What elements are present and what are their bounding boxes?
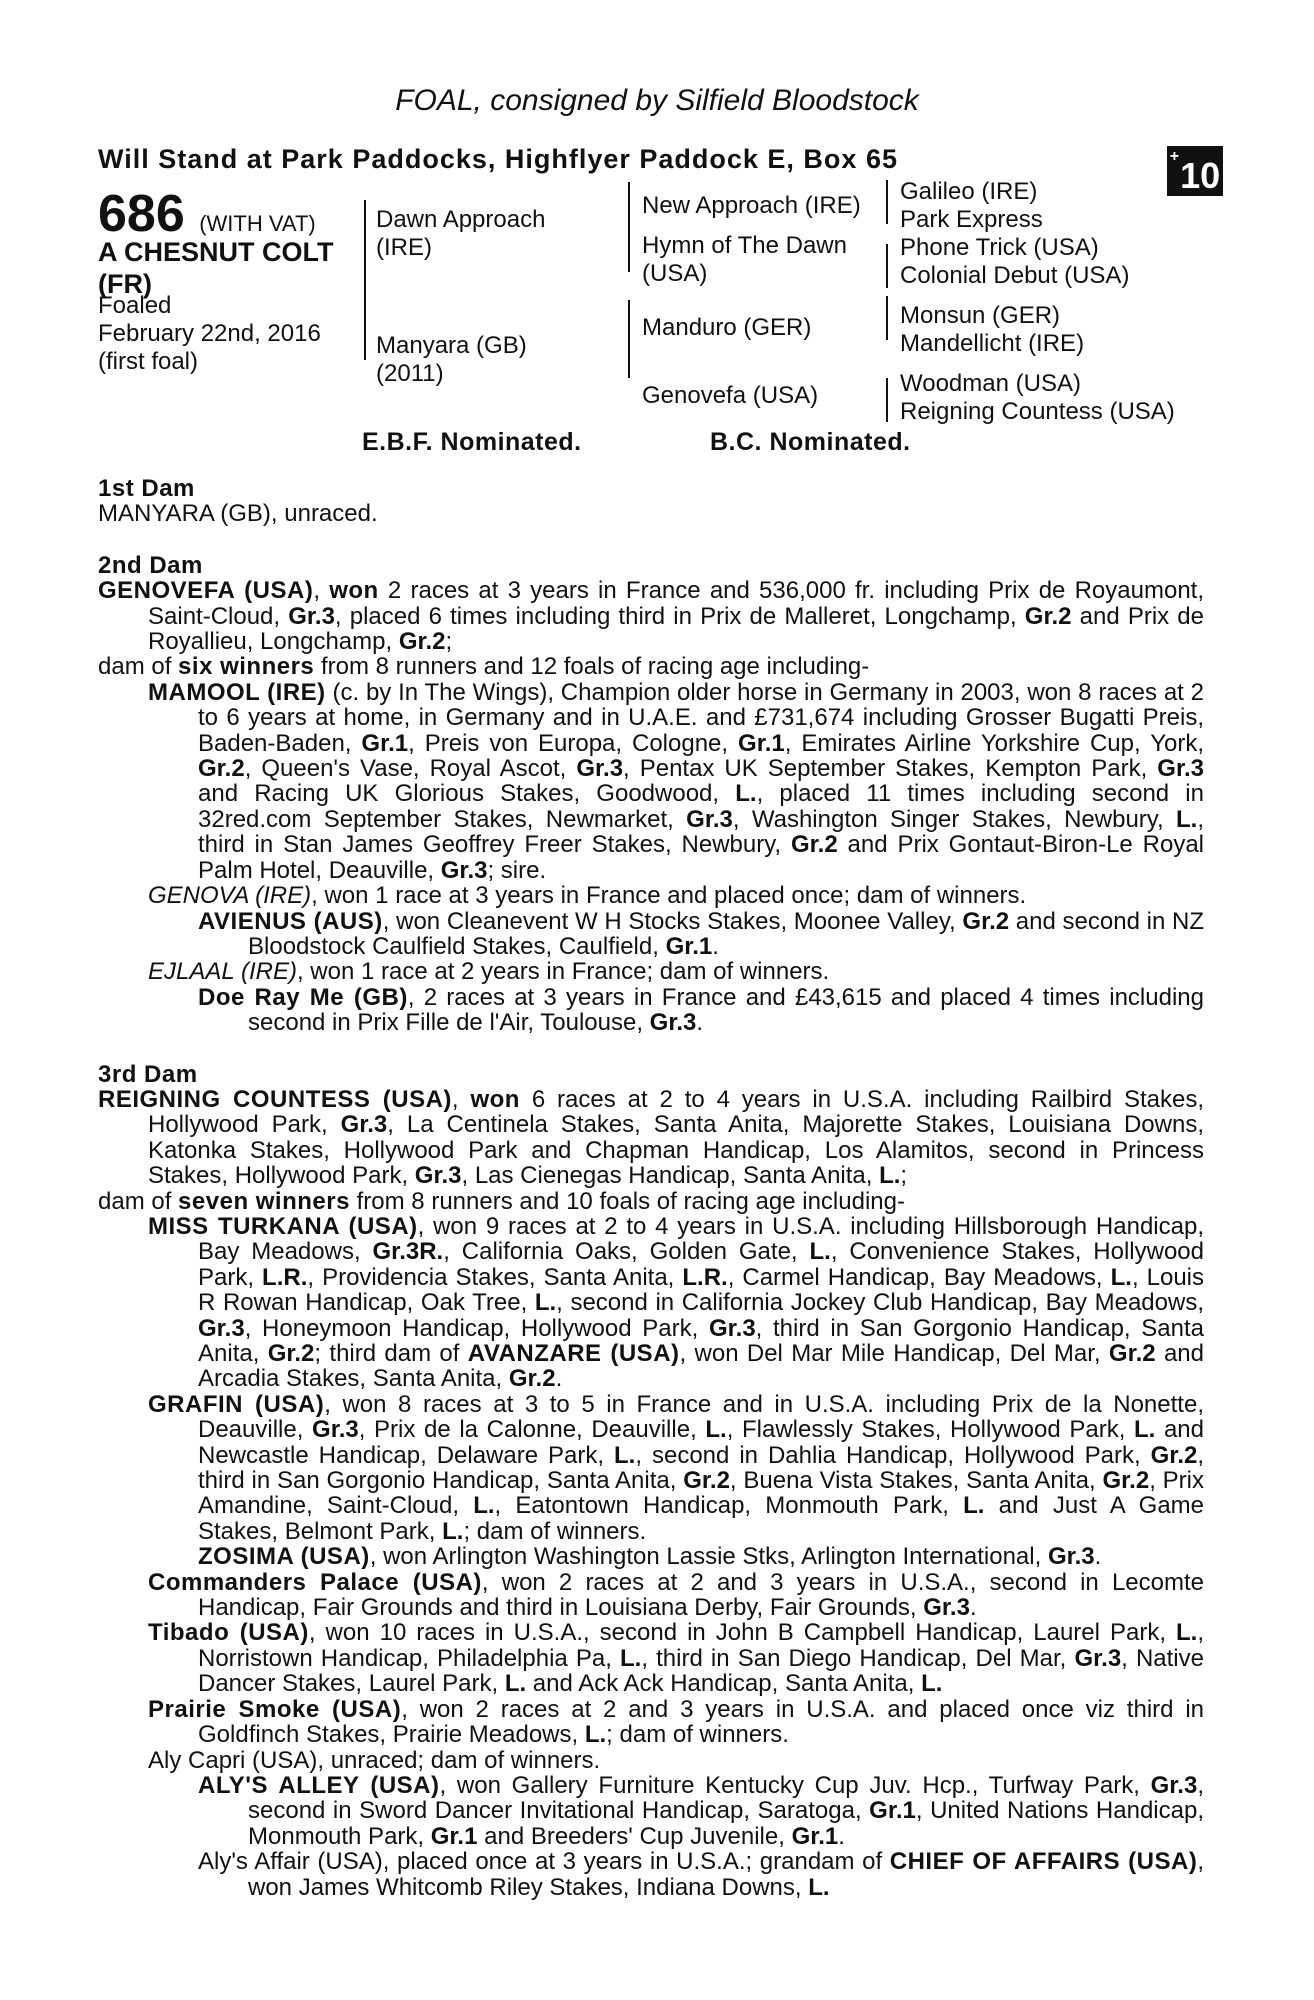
pedigree-brace xyxy=(886,180,888,224)
second-dam-entry: GENOVEFA (USA), won 2 races at 3 years in France and 536,000 fr. including Prix de Royaumont, Saint-Cloud, Gr.3, placed 6 times including third in Prix de Malleret, Longchamp, Gr.2 and Prix de Royallieu, Longchamp, Gr.2; xyxy=(98,577,1204,656)
first-dam-heading: 1st Dam xyxy=(98,475,195,502)
progeny-entry: EJLAAL (IRE), won 1 race at 2 years in France; dam of winners. xyxy=(148,958,830,986)
progeny-entry: MISS TURKANA (USA), won 9 races at 2 to 4 years in U.S.A. including Hillsborough Handicap, Bay Meadows, Gr.3R., California Oaks, Golden Gate, L., Convenience Stakes, Hollywood Park, L.R., Providencia Stakes, Santa Anita, L.R., Carmel Handicap, Bay Meadows, L., Louis R Rowan Handicap, Oak Tree, L., second in California Jockey Club Handicap, Bay Meadows, Gr.3, Honeymoon Handicap, Hollywood Park, Gr.3, third in San Gorgonio Handicap, Santa Anita, Gr.2; third dam of AVANZARE (USA), won Del Mar Mile Handicap, Del Mar, Gr.2 and Arcadia Stakes, Santa Anita, Gr.2. xyxy=(148,1212,1204,1393)
third-dam-entry: REIGNING COUNTESS (USA), won 6 races at 2 to 4 years in U.S.A. including Railbird Stakes, Hollywood Park, Gr.3, La Centinela Stakes, Santa Anita, Majorette Stakes, Louisiana Downs, Katonka Stakes, Hollywood Park and Chapman Handicap, Los Alamitos, second in Princess Stakes, Hollywood Park, Gr.3, Las Cienegas Handicap, Santa Anita, L.; xyxy=(98,1085,1205,1190)
lot-badge: +10 xyxy=(1167,146,1223,196)
progeny-entry: GENOVA (IRE), won 1 race at 3 years in France and placed once; dam of winners. xyxy=(148,882,1027,910)
sire: Dawn Approach (IRE) xyxy=(376,206,546,261)
pedigree-sds: Phone Trick (USA) xyxy=(900,234,1099,261)
dams-sire: Manduro (GER) xyxy=(642,314,812,341)
progeny-entry: MAMOOL (IRE) (c. by In The Wings), Champion older horse in Germany in 2003, won 8 races at 2 to 6 years at home, in Germany and in U.A.E. and £731,674 including Grosser Bugatti Preis, Baden-Baden, Gr.1, Preis von Europa, Cologne, Gr.1, Emirates Airline Yorkshire Cup, York, Gr.2, Queen's Vase, Royal Ascot, Gr.3, Pentax UK September Stakes, Kempton Park, Gr.3 and Racing UK Glorious Stakes, Goodwood, L., placed 11 times including second in 32red.com September Stakes, Newmarket, Gr.3, Washington Singer Stakes, Newbury, L., third in Stan James Geoffrey Freer Stakes, Newbury, Gr.2 and Prix Gontaut-Biron-Le Royal Palm Hotel, Deauville, Gr.3; sire. xyxy=(148,678,1205,884)
progeny-entry: Commanders Palace (USA), won 2 races at 2 and 3 years in U.S.A., second in Lecomte Handicap, Fair Grounds and third in Louisiana Derby, Fair Grounds, Gr.3. xyxy=(148,1568,1204,1622)
pedigree-brace xyxy=(364,200,366,360)
first-dam-text: MANYARA (GB), unraced. xyxy=(98,500,378,528)
stand-location: Will Stand at Park Paddocks, Highflyer Paddock E, Box 65 xyxy=(98,144,898,174)
pedigree-sss: Galileo (IRE) xyxy=(900,178,1038,205)
lot-number: 686 (WITH VAT) xyxy=(98,185,316,243)
second-dam-summary: dam of six winners from 8 runners and 12 foals of racing age including- xyxy=(98,653,870,681)
produce-record xyxy=(98,476,1204,1900)
third-dam-summary: dam of seven winners from 8 runners and 10 foals of racing age including- xyxy=(98,1187,905,1215)
third-dam-heading: 3rd Dam xyxy=(98,1060,198,1088)
progeny-entry: ALY'S ALLEY (USA), won Gallery Furniture Kentucky Cup Juv. Hcp., Turfway Park, Gr.3, second in Sword Dancer Invitational Handicap, Saratoga, Gr.1, United Nations Handicap, Monmouth Park, Gr.1 and Breeders' Cup Juvenile, Gr.1. xyxy=(198,1771,1204,1850)
pedigree-dsd: Mandellicht (IRE) xyxy=(900,330,1085,357)
pedigree-brace xyxy=(628,300,630,378)
pedigree-sdd: Colonial Debut (USA) xyxy=(900,262,1130,289)
progeny-entry: Prairie Smoke (USA), won 2 races at 2 and 3 years in U.S.A. and placed once viz third in Goldfinch Stakes, Prairie Meadows, L.; dam of winners. xyxy=(148,1695,1204,1749)
progeny-entry: GRAFIN (USA), won 8 races at 3 to 5 in France and in U.S.A. including Prix de la Nonette, Deauville, Gr.3, Prix de la Calonne, Deauville, L., Flawlessly Stakes, Hollywood Park, L. and Newcastle Handicap, Delaware Park, L., second in Dahlia Handicap, Hollywood Park, Gr.2, third in San Gorgonio Handicap, Santa Anita, Gr.2, Buena Vista Stakes, Santa Anita, Gr.2, Prix Amandine, Saint-Cloud, L., Eatontown Handicap, Monmouth Park, L. and Just A Game Stakes, Belmont Park, L.; dam of winners. xyxy=(148,1390,1205,1545)
progeny-entry: Doe Ray Me (GB), 2 races at 3 years in France and £43,615 and placed 4 times including second in Prix Fille de l'Air, Toulouse, Gr.3. xyxy=(198,983,1204,1037)
pedigree-ddd: Reigning Countess (USA) xyxy=(900,398,1175,425)
ebf-nominated: E.B.F. Nominated. xyxy=(362,428,582,456)
dams-dam: Genovefa (USA) xyxy=(642,382,819,409)
pedigree-brace xyxy=(628,182,630,272)
progeny-entry: Aly's Affair (USA), placed once at 3 years in U.S.A.; grandam of CHIEF OF AFFAIRS (USA), won James Whitcomb Riley Stakes, Indiana Downs, L. xyxy=(198,1848,1205,1901)
pedigree-brace xyxy=(886,378,888,422)
sires-sire: New Approach (IRE) xyxy=(642,192,861,219)
dam: Manyara (GB) (2011) xyxy=(376,332,527,387)
pedigree-brace xyxy=(886,244,888,288)
pedigree-ssd: Park Express xyxy=(900,206,1043,233)
progeny-entry: Tibado (USA), won 10 races in U.S.A., second in John B Campbell Handicap, Laurel Park, L., Norristown Handicap, Philadelphia Pa, L., third in San Diego Handicap, Del Mar, Gr.3, Native Dancer Stakes, Laurel Park, L. and Ack Ack Handicap, Santa Anita, L. xyxy=(148,1619,1205,1698)
bc-nominated: B.C. Nominated. xyxy=(710,428,911,456)
progeny-entry: Aly Capri (USA), unraced; dam of winners. xyxy=(148,1746,601,1774)
sires-dam: Hymn of The Dawn (USA) xyxy=(642,232,847,287)
pedigree-dds: Woodman (USA) xyxy=(900,370,1081,397)
progeny-entry: AVIENUS (AUS), won Cleanevent W H Stocks Stakes, Moonee Valley, Gr.2 and second in NZ Bloodstock Caulfield Stakes, Caulfield, Gr.1. xyxy=(198,907,1205,960)
second-dam-heading: 2nd Dam xyxy=(98,551,203,579)
foaled-info: Foaled February 22nd, 2016 (first foal) xyxy=(98,292,321,375)
pedigree-dss: Monsun (GER) xyxy=(900,302,1061,329)
lot-description: A CHESNUT COLT (FR) xyxy=(98,237,334,299)
page-header: FOAL, consigned by Silfield Bloodstock xyxy=(395,84,919,117)
pedigree-brace xyxy=(886,296,888,340)
progeny-entry: ZOSIMA (USA), won Arlington Washington Lassie Stks, Arlington International, Gr.3. xyxy=(198,1543,1102,1571)
